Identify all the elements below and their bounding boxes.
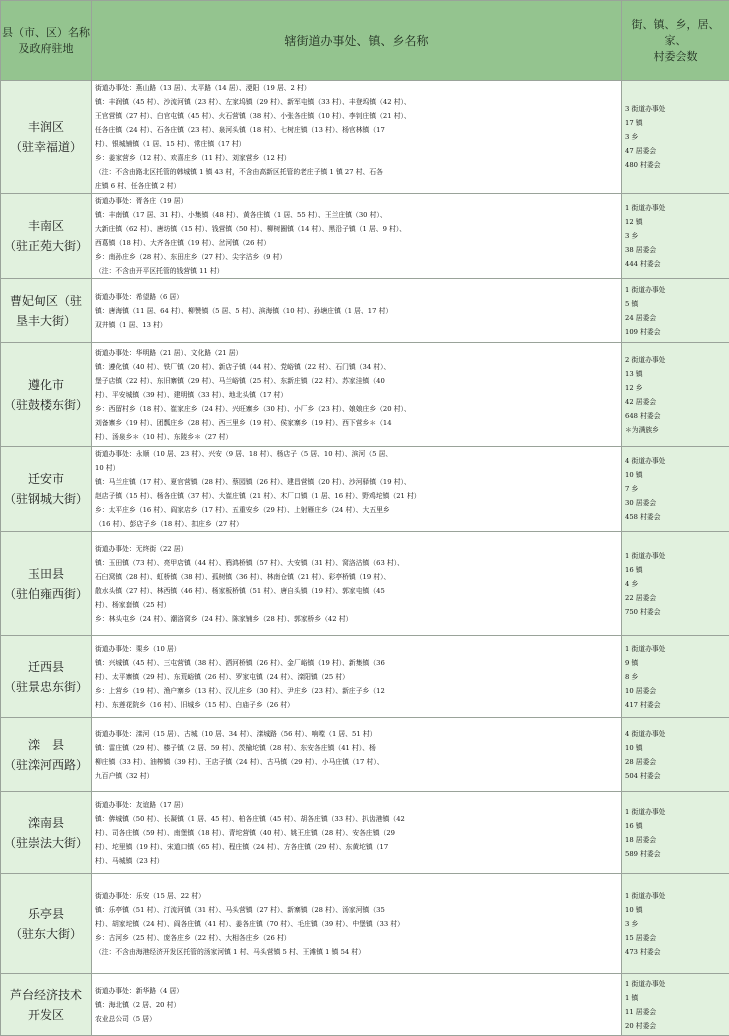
count-line: 10 居委会 (625, 684, 729, 698)
subdivision-line: 散水头镇（27 村）、林西镇（46 村）、杨家板桥镇（51 村）、唐自头镇（19 村）、郭家屯镇（45 (95, 584, 621, 598)
subdivision-line: 任各庄镇（24 村）、石各庄镇（23 村）、泉河头镇（18 村）、七树庄镇（13 村）、杨官林镇（17 (95, 123, 621, 137)
count-line: 2 街道办事处 (625, 353, 729, 367)
subdivision-line: 街道办事处：华明路（21 居）、文化路（21 居） (95, 346, 621, 360)
count-line: 4 乡 (625, 577, 729, 591)
subdivision-line: 街道办事处：新华路（4 居） (95, 984, 621, 998)
header-district-name (1, 1, 92, 81)
count-line: 1 街道办事处 (625, 549, 729, 563)
subdivision-line: 刘备寨乡（19 村）、团瓢庄乡（28 村）、西三里乡（19 村）、侯家寨乡（19 村）、西下营乡＊（14 (95, 416, 621, 430)
count-line: 473 村委会 (625, 945, 729, 959)
count-line: 12 乡 (625, 381, 729, 395)
count-line: 7 乡 (625, 482, 729, 496)
subdivision-line: 石臼窝镇（28 村）、虹桥镇（38 村）、孤树镇（36 村）、林南仓镇（21 村）、彩亭桥镇（19 村）、 (95, 570, 621, 584)
count-line: 22 居委会 (625, 591, 729, 605)
subdivision-line: （注：不含由海港经济开发区托管的汤家河镇 1 村、马头营镇 5 村、王滩镇 1 镇 54 村） (95, 945, 621, 959)
subdivision-line: 街道办事处：燕山路（13 居）、太平路（14 居）、浭阳（19 居、2 村） (95, 81, 621, 95)
count-line: 589 村委会 (625, 847, 729, 861)
district-seat: （驻钢城大街） (1, 489, 91, 509)
district-name: 玉田县 (1, 564, 91, 584)
subdivision-line: 镇：兴城镇（45 村）、三屯营镇（38 村）、洒河桥镇（26 村）、金厂峪镇（19 村）、新集镇（36 (95, 656, 621, 670)
subdivision-line: 镇：丰南镇（17 居、31 村）、小集镇（48 村）、黄各庄镇（1 居、55 村）、王兰庄镇（30 村）、 (95, 208, 621, 222)
subdivision-line: 乡：太平庄乡（16 村）、阎家店乡（17 村）、五重安乡（29 村）、上射雁庄乡（24 村）、大五里乡 (95, 503, 621, 517)
count-line: 458 村委会 (625, 510, 729, 524)
district-seat: （驻滦河西路） (1, 755, 91, 775)
subdivision-line: 王官营镇（27 村）、白官屯镇（45 村）、火石营镇（38 村）、小张各庄镇（10 村）、李钊庄镇（21 村）、 (95, 109, 621, 123)
count-line: 109 村委会 (625, 325, 729, 339)
subdivision-line: 村）、平安城镇（39 村）、建明镇（33 村）、地北头镇（17 村） (95, 388, 621, 402)
counts-cell (622, 194, 729, 279)
district-seat: （驻伯雍西街） (1, 584, 91, 604)
subdivision-line: 柳庄镇（33 村）、油榨镇（39 村）、王店子镇（24 村）、古马镇（29 村）、小马庄镇（17 村）、 (95, 755, 621, 769)
subdivision-line: 街道办事处：希望路（6 居） (95, 290, 621, 304)
count-line: 20 村委会 (625, 1019, 729, 1033)
subdivisions-cell (92, 532, 622, 636)
subdivision-line: 堡子店镇（22 村）、东旧寨镇（29 村）、马兰峪镇（25 村）、东新庄镇（22 村）、苏家洼镇（40 (95, 374, 621, 388)
district-name: 遵化市 (1, 375, 91, 395)
header-subdivisions: 辖街道办事处、镇、乡名称 (92, 1, 622, 81)
subdivision-line: 街道办事处：滦河（15 居）、古城（10 居、34 村）、滦城路（56 村）、响嘡（1 居、51 村） (95, 727, 621, 741)
subdivision-line: 街道办事处：友谊路（17 居） (95, 798, 621, 812)
counts-cell (622, 792, 729, 874)
subdivisions-cell (92, 718, 622, 792)
count-line: 47 居委会 (625, 144, 729, 158)
district-name: 迁西县 (1, 657, 91, 677)
subdivision-line: 街道办事处：栗乡（10 居） (95, 642, 621, 656)
count-line: 10 镇 (625, 903, 729, 917)
subdivision-line: 镇：倴城镇（50 村）、长凝镇（1 居、45 村）、柏各庄镇（45 村）、胡各庄镇（33 村）、扒齿港镇（42 (95, 812, 621, 826)
table-row (1, 447, 729, 532)
district-name: 丰南区 (1, 216, 91, 236)
subdivision-line: 农业总公司（5 居） (95, 1012, 621, 1026)
count-line: 30 居委会 (625, 496, 729, 510)
district-cell (1, 81, 92, 194)
subdivision-line: 街道办事处：胥各庄（19 居） (95, 194, 621, 208)
table-row (1, 974, 729, 1036)
subdivision-line: 镇：雷庄镇（29 村）、榛子镇（2 居、59 村）、茨榆坨镇（28 村）、东安各庄镇（41 村）、杨 (95, 741, 621, 755)
subdivision-line: 街道办事处：永顺（10 居、23 村）、兴安（9 居、18 村）、杨店子（5 居、10 村）、滨河（5 居、 (95, 447, 621, 461)
count-line: 1 街道办事处 (625, 642, 729, 656)
subdivisions-cell (92, 343, 622, 447)
count-line: 4 街道办事处 (625, 727, 729, 741)
district-name: 丰润区 (1, 117, 91, 137)
subdivisions-cell (92, 874, 622, 974)
count-line: 504 村委会 (625, 769, 729, 783)
subdivision-line: 镇：乐亭镇（51 村）、汀流河镇（31 村）、马头营镇（27 村）、新寨镇（28 村）、汤家河镇（35 (95, 903, 621, 917)
district-cell (1, 532, 92, 636)
count-line: 8 乡 (625, 670, 729, 684)
subdivision-line: 双井镇（1 居、13 村） (95, 318, 621, 332)
subdivision-line: 乡：姜家营乡（12 村）、欢喜庄乡（11 村）、刘家营乡（12 村） (95, 151, 621, 165)
district-seat: （驻东大街） (1, 924, 91, 944)
subdivision-line: 乡：林头屯乡（24 村）、潮洛窝乡（24 村）、陈家铺乡（28 村）、郭家桥乡（42 村） (95, 612, 621, 626)
count-line: 444 村委会 (625, 257, 729, 271)
subdivision-line: （注：不含由路北区托管的韩城镇 1 镇 43 村，不含由高新区托管的老庄子镇 1 镇 27 村、石各 (95, 165, 621, 179)
subdivision-line: 镇：马兰庄镇（17 村）、夏官营镇（28 村）、蔡园镇（26 村）、建昌营镇（20 村）、沙河驿镇（19 村）、 (95, 475, 621, 489)
count-line: 13 镇 (625, 367, 729, 381)
counts-cell (622, 718, 729, 792)
header-district-name-line1: 县（市、区）名称 (1, 25, 91, 41)
count-line: 1 街道办事处 (625, 889, 729, 903)
table-row (1, 718, 729, 792)
district-seat: （驻正苑大街） (1, 236, 91, 256)
district-name: 滦 县 (1, 735, 91, 755)
count-line: 9 镇 (625, 656, 729, 670)
table-row (1, 636, 729, 718)
district-cell (1, 792, 92, 874)
count-line: 16 镇 (625, 563, 729, 577)
district-name: 芦台经济技术 (1, 985, 91, 1005)
counts-cell (622, 81, 729, 194)
district-cell (1, 447, 92, 532)
count-line: 4 街道办事处 (625, 454, 729, 468)
district-cell (1, 636, 92, 718)
subdivision-line: 村）、东莲花院乡（16 村）、旧城乡（15 村）、白庙子乡（26 村） (95, 698, 621, 712)
subdivision-line: 村）、坨里镇（19 村）、宋道口镇（65 村）、程庄镇（24 村）、方各庄镇（29 村）、东黄坨镇（17 (95, 840, 621, 854)
subdivisions-cell (92, 194, 622, 279)
subdivision-line: 庄镇 6 村、任各庄镇 2 村） (95, 179, 621, 193)
count-line: 648 村委会 (625, 409, 729, 423)
subdivision-line: 10 村） (95, 461, 621, 475)
subdivision-line: 大新庄镇（62 村）、唐坊镇（15 村）、钱营镇（50 村）、柳树圈镇（14 村）、黑沿子镇（1 居、9 村）、 (95, 222, 621, 236)
subdivision-line: 村）、银城铺镇（1 居、15 村）、常庄镇（17 村） (95, 137, 621, 151)
district-name: 滦南县 (1, 813, 91, 833)
subdivisions-cell (92, 974, 622, 1036)
counts-cell (622, 974, 729, 1036)
subdivision-line: 赵店子镇（15 村）、杨各庄镇（37 村）、大崔庄镇（21 村）、木厂口镇（1 居、16 村）、野鸡坨镇（21 村） (95, 489, 621, 503)
district-cell (1, 874, 92, 974)
count-line: 1 街道办事处 (625, 805, 729, 819)
header-counts (622, 1, 729, 81)
subdivision-line: 村）、胡家坨镇（24 村）、阎各庄镇（41 村）、姜各庄镇（70 村）、毛庄镇（39 村）、中堡镇（33 村） (95, 917, 621, 931)
count-line: 1 街道办事处 (625, 283, 729, 297)
district-seat: （驻幸福道） (1, 137, 91, 157)
count-line: 1 镇 (625, 991, 729, 1005)
count-line: 3 乡 (625, 917, 729, 931)
subdivisions-cell (92, 447, 622, 532)
subdivision-line: 乡：上营乡（19 村）、渔户寨乡（13 村）、汉儿庄乡（30 村）、尹庄乡（23 村）、新庄子乡（12 (95, 684, 621, 698)
table-row (1, 194, 729, 279)
subdivision-line: 村）、马城镇（23 村） (95, 854, 621, 868)
count-line: 10 镇 (625, 741, 729, 755)
table-row (1, 279, 729, 343)
subdivision-line: 村）、司各庄镇（59 村）、南堡镇（18 村）、青坨营镇（40 村）、姚王庄镇（28 村）、安各庄镇（29 (95, 826, 621, 840)
count-line: 5 镇 (625, 297, 729, 311)
table-body (1, 81, 729, 1036)
count-line: 3 街道办事处 (625, 102, 729, 116)
table-row (1, 874, 729, 974)
subdivisions-cell (92, 636, 622, 718)
subdivision-line: 村）、汤泉乡＊（10 村）、东陵乡＊（27 村） (95, 430, 621, 444)
subdivision-line: 镇：丰润镇（45 村）、沙流河镇（23 村）、左家坞镇（29 村）、新军屯镇（33 村）、丰登坞镇（42 村）、 (95, 95, 621, 109)
count-line: 1 街道办事处 (625, 977, 729, 991)
subdivision-line: （16 村）、彭店子乡（18 村）、扣庄乡（27 村） (95, 517, 621, 531)
subdivision-line: （注：不含由开平区托管的钱营镇 11 村） (95, 264, 621, 278)
district-cell (1, 279, 92, 343)
subdivision-line: 镇：玉田镇（73 村）、亮甲店镇（44 村）、鸦鸿桥镇（57 村）、大安镇（31 村）、窝洛沽镇（63 村）、 (95, 556, 621, 570)
subdivision-line: 乡：南孙庄乡（28 村）、东田庄乡（27 村）、尖字沽乡（9 村） (95, 250, 621, 264)
district-seat: 垦丰大街） (1, 311, 91, 331)
count-line: 750 村委会 (625, 605, 729, 619)
counts-cell (622, 636, 729, 718)
district-seat: （驻景忠东街） (1, 677, 91, 697)
counts-cell (622, 279, 729, 343)
header-counts-line1: 街、镇、乡，居、家、 (622, 17, 729, 49)
subdivision-line: 西葛镇（18 村）、大齐各庄镇（19 村）、岔河镇（26 村） (95, 236, 621, 250)
table-row (1, 792, 729, 874)
subdivision-line: 镇：海北镇（2 居、20 村） (95, 998, 621, 1012)
count-line: 10 镇 (625, 468, 729, 482)
table-row (1, 343, 729, 447)
count-line: 3 乡 (625, 130, 729, 144)
table-header-row (1, 1, 729, 81)
count-line: 480 村委会 (625, 158, 729, 172)
count-line: 12 镇 (625, 215, 729, 229)
count-line: 42 居委会 (625, 395, 729, 409)
count-line: 417 村委会 (625, 698, 729, 712)
subdivision-line: 乡：西留村乡（18 村）、崔家庄乡（24 村）、兴旺寨乡（30 村）、小厂乡（23 村）、娘娘庄乡（20 村）、 (95, 402, 621, 416)
district-cell (1, 974, 92, 1036)
subdivisions-cell (92, 792, 622, 874)
count-line: 17 镇 (625, 116, 729, 130)
counts-cell (622, 532, 729, 636)
subdivision-line: 镇：遵化镇（40 村）、铁厂镇（20 村）、新店子镇（44 村）、党峪镇（22 村）、石门镇（34 村）、 (95, 360, 621, 374)
count-line: 3 乡 (625, 229, 729, 243)
count-line: 24 居委会 (625, 311, 729, 325)
counts-cell (622, 447, 729, 532)
subdivisions-cell (92, 279, 622, 343)
counts-cell (622, 343, 729, 447)
subdivision-line: 村）、杨家套镇（25 村） (95, 598, 621, 612)
count-line: ＊为满族乡 (625, 423, 729, 437)
subdivision-line: 九百户镇（32 村） (95, 769, 621, 783)
count-line: 28 居委会 (625, 755, 729, 769)
district-name: 乐亭县 (1, 904, 91, 924)
table-row (1, 81, 729, 194)
subdivision-line: 村）、太平寨镇（29 村）、东荒峪镇（26 村）、罗家屯镇（24 村）、滦阳镇（25 村） (95, 670, 621, 684)
count-line: 15 居委会 (625, 931, 729, 945)
count-line: 38 居委会 (625, 243, 729, 257)
subdivision-line: 街道办事处：乐安（15 居、22 村） (95, 889, 621, 903)
district-name: 曹妃甸区（驻 (1, 291, 91, 311)
count-line: 1 街道办事处 (625, 201, 729, 215)
header-district-name-line2: 及政府驻地 (1, 41, 91, 57)
district-name: 迁安市 (1, 469, 91, 489)
subdivision-line: 街道办事处：无终街（22 居） (95, 542, 621, 556)
count-line: 18 居委会 (625, 833, 729, 847)
table-row (1, 532, 729, 636)
district-seat: 开发区 (1, 1005, 91, 1025)
district-seat: （驻崇法大街） (1, 833, 91, 853)
header-counts-line2: 村委会数 (622, 49, 729, 65)
district-cell (1, 343, 92, 447)
count-line: 11 居委会 (625, 1005, 729, 1019)
subdivision-line: 镇：唐海镇（11 居、64 村）、柳赞镇（5 居、5 村）、滨海镇（10 村）、孙塘庄镇（1 居、17 村） (95, 304, 621, 318)
district-cell (1, 194, 92, 279)
count-line: 16 镇 (625, 819, 729, 833)
counts-cell (622, 874, 729, 974)
district-seat: （驻鼓楼东街） (1, 395, 91, 415)
subdivisions-cell (92, 81, 622, 194)
district-cell (1, 718, 92, 792)
subdivision-line: 乡：古河乡（25 村）、庞各庄乡（22 村）、大相各庄乡（26 村） (95, 931, 621, 945)
